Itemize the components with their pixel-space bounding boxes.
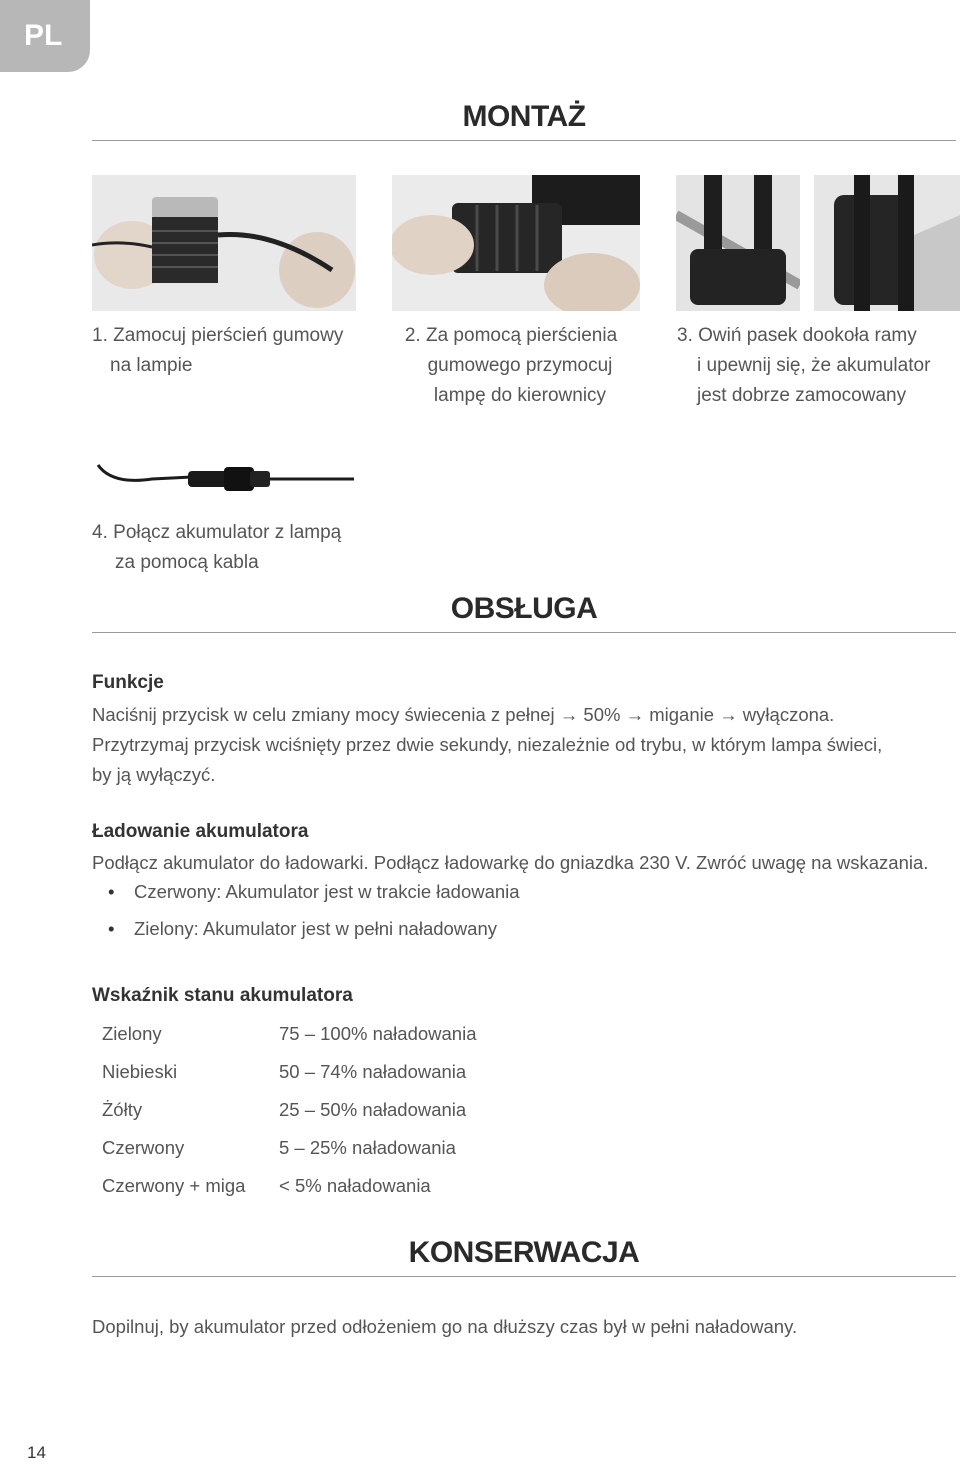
indicator-level: 75 – 100% naładowania <box>279 1023 477 1044</box>
indicator-color: Czerwony + miga <box>102 1175 246 1196</box>
indicator-color: Zielony <box>102 1023 162 1044</box>
konserwacja-text: Dopilnuj, by akumulator przed odłożeniem go na dłuższy czas był w pełni naładowany. <box>92 1316 798 1337</box>
step-3-line2: i upewnij się, że akumulator <box>697 355 931 376</box>
section-title-konserwacja: KONSERWACJA <box>92 1236 956 1277</box>
indicator-level: < 5% naładowania <box>279 1175 431 1196</box>
step-1 <box>92 321 343 381</box>
funkcje-line2: Przytrzymaj przycisk wciśnięty przez dwie sekundy, niezależnie od trybu, w którym lampa świeci, <box>92 734 883 755</box>
step-4 <box>92 518 341 578</box>
funkcje-text <box>92 700 958 790</box>
step-2-line2: gumowego przymocuj <box>427 355 613 376</box>
step-3-line1: Owiń pasek dookoła ramy <box>698 325 917 346</box>
funkcje-line1: Naciśnij przycisk w celu zmiany mocy świecenia z pełnej → 50% → miganie → wyłączona. <box>92 704 835 725</box>
step-3-line3: jest dobrze zamocowany <box>697 385 907 406</box>
step-1-line1: Zamocuj pierścień gumowy <box>113 325 344 346</box>
step-3 <box>677 321 930 411</box>
ladowanie-bullet-green <box>108 918 497 940</box>
step-1-number: 1. <box>92 325 108 346</box>
ladowanie-heading: Ładowanie akumulatora <box>92 821 309 842</box>
indicator-level: 50 – 74% naładowania <box>279 1061 467 1082</box>
ladowanie-bullet-red <box>108 881 520 903</box>
step-4-line1: Połącz akumulator z lampą <box>113 522 342 543</box>
photo-mount-handlebar <box>392 175 640 311</box>
step-2-number: 2. <box>404 325 421 346</box>
bullet-text: Zielony: Akumulator jest w pełni naładowany <box>134 918 497 939</box>
wskaznik-heading: Wskaźnik stanu akumulatora <box>92 985 353 1006</box>
funkcje-heading: Funkcje <box>92 672 164 693</box>
step-2 <box>380 321 642 411</box>
indicator-color: Niebieski <box>102 1061 178 1082</box>
language-code: PL <box>24 19 63 52</box>
ladowanie-text: Podłącz akumulator do ładowarki. Podłącz ładowarkę do gniazdka 230 V. Zwróć uwagę na wskazania. <box>92 852 929 873</box>
indicator-color: Żółty <box>102 1099 143 1120</box>
step-4-line2: za pomocą kabla <box>115 552 259 573</box>
photo-cable <box>92 455 356 503</box>
language-tab <box>0 0 90 72</box>
photo-battery-strap <box>814 175 960 311</box>
indicator-color: Czerwony <box>102 1137 185 1158</box>
step-2-line3: lampę do kierownicy <box>433 385 607 406</box>
section-title-obsluga: OBSŁUGA <box>92 592 956 633</box>
photo-mount-ring <box>92 175 356 311</box>
step-1-line2: na lampie <box>110 355 193 376</box>
step-3-number: 3. <box>677 325 693 346</box>
page-number: 14 <box>27 1443 46 1462</box>
indicator-level: 25 – 50% naładowania <box>279 1099 467 1120</box>
bullet-text: Czerwony: Akumulator jest w trakcie ładowania <box>134 881 520 902</box>
section-title-montaz: MONTAŻ <box>92 100 956 141</box>
funkcje-line3: by ją wyłączyć. <box>92 764 216 785</box>
photo-battery-frame <box>676 175 800 311</box>
step-4-number: 4. <box>92 522 108 543</box>
indicator-level: 5 – 25% naładowania <box>279 1137 456 1158</box>
step-2-line1: Za pomocą pierścienia <box>425 325 618 346</box>
